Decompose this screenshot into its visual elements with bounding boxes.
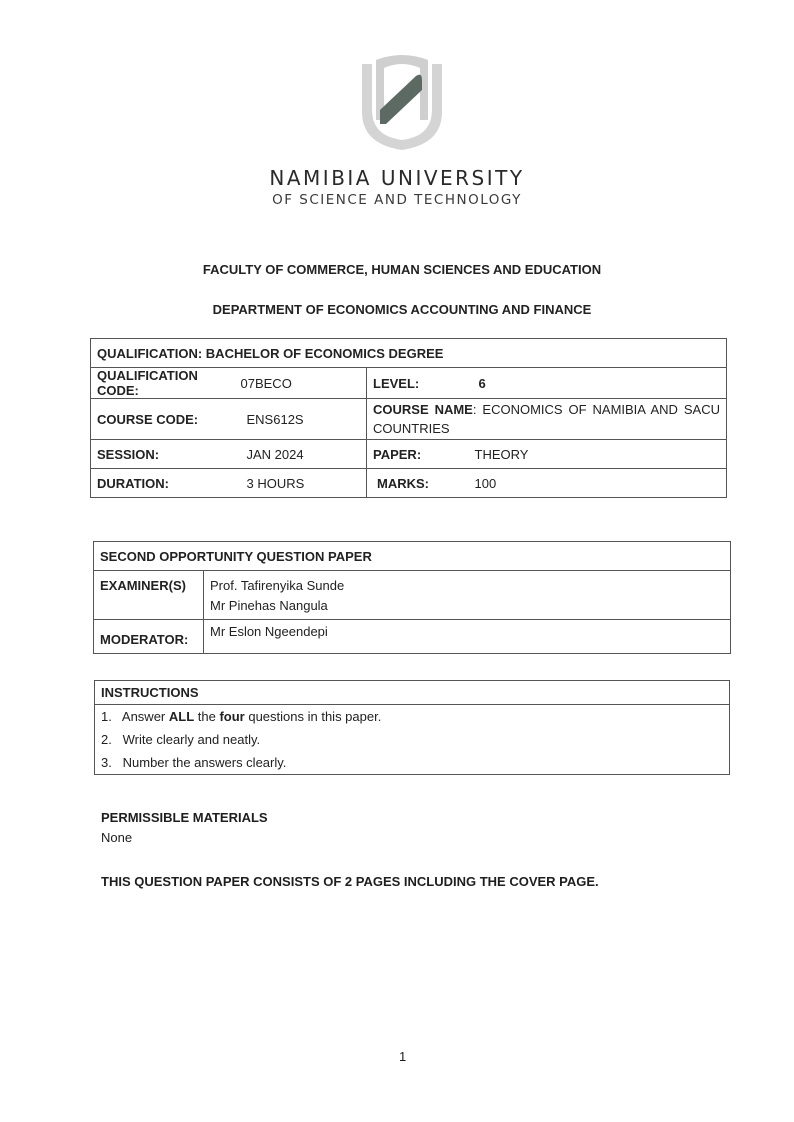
course-name-label: COURSE NAME bbox=[373, 402, 473, 417]
qualification-cell: QUALIFICATION: BACHELOR OF ECONOMICS DEGREE bbox=[91, 339, 727, 368]
university-shield-logo-icon bbox=[358, 48, 446, 152]
instruction-number: 1. bbox=[101, 708, 112, 724]
page-count-note: THIS QUESTION PAPER CONSISTS OF 2 PAGES INCLUDING THE COVER PAGE. bbox=[101, 874, 599, 889]
course-name-cell bbox=[367, 399, 727, 440]
duration-label: DURATION: bbox=[91, 469, 241, 498]
session-label: SESSION: bbox=[91, 440, 241, 469]
course-code-value: ENS612S bbox=[241, 399, 367, 440]
moderator-label: MODERATOR: bbox=[94, 620, 204, 654]
paper-label: PAPER: bbox=[367, 440, 457, 469]
level-label: LEVEL: bbox=[367, 368, 457, 399]
examiner-name: Mr Pinehas Nangula bbox=[210, 598, 328, 613]
permissible-materials-value: None bbox=[101, 830, 133, 845]
examiners-label: EXAMINER(S) bbox=[94, 571, 204, 620]
course-name-value: : ECONOMICS OF NAMIBIA AND SACU COUNTRIES bbox=[373, 402, 720, 436]
course-details-table bbox=[90, 338, 727, 498]
session-value: JAN 2024 bbox=[241, 440, 367, 469]
instruction-item: 3. Number the answers clearly. bbox=[95, 751, 730, 775]
qualification-code-value: 07BECO bbox=[241, 368, 367, 399]
instructions-title: INSTRUCTIONS bbox=[95, 681, 730, 705]
page-number: 1 bbox=[399, 1049, 407, 1064]
duration-value: 3 HOURS bbox=[241, 469, 367, 498]
permissible-materials-heading: PERMISSIBLE MATERIALS bbox=[101, 810, 268, 825]
level-value: 6 bbox=[457, 368, 727, 399]
instruction-item: 1. Answer ALL the four questions in this paper. bbox=[95, 705, 730, 729]
instruction-item: 2. Write clearly and neatly. bbox=[95, 728, 730, 751]
university-subtitle: OF SCIENCE AND TECHNOLOGY bbox=[272, 192, 522, 208]
moderator-name: Mr Eslon Ngeendepi bbox=[204, 620, 731, 654]
qualification-code-label: QUALIFICATION CODE: bbox=[91, 368, 241, 399]
examiners-list bbox=[204, 571, 731, 620]
university-name: NAMIBIA UNIVERSITY bbox=[269, 166, 525, 190]
instruction-number: 3. bbox=[101, 754, 112, 770]
instructions-table bbox=[94, 680, 730, 775]
examiners-table bbox=[93, 541, 731, 654]
faculty-heading: FACULTY OF COMMERCE, HUMAN SCIENCES AND EDUCATION bbox=[202, 262, 602, 277]
course-code-label: COURSE CODE: bbox=[91, 399, 241, 440]
paper-type-title: SECOND OPPORTUNITY QUESTION PAPER bbox=[94, 542, 731, 571]
paper-value: THEORY bbox=[457, 440, 727, 469]
marks-value: 100 bbox=[457, 469, 727, 498]
examiner-name: Prof. Tafirenyika Sunde bbox=[210, 578, 345, 593]
department-heading: DEPARTMENT OF ECONOMICS ACCOUNTING AND FINANCE bbox=[212, 302, 592, 317]
marks-label: MARKS: bbox=[367, 469, 457, 498]
instruction-number: 2. bbox=[101, 731, 112, 747]
